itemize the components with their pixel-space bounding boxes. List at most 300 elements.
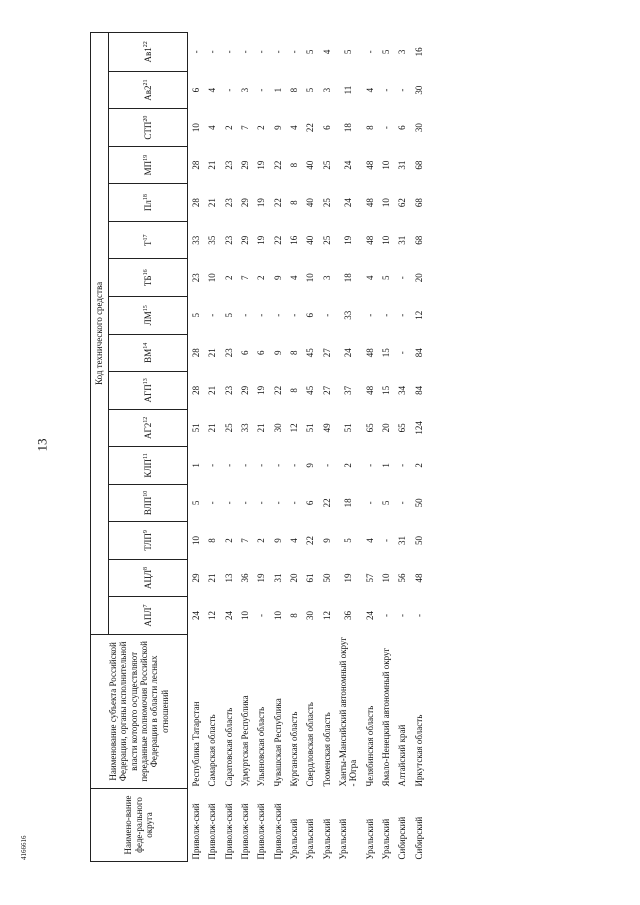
value-cell: 18	[343, 498, 354, 508]
value-cell: 18	[343, 123, 354, 133]
value-cell: -	[272, 501, 283, 505]
value-cell: 23	[223, 348, 234, 358]
subject-cell: Курганская область	[289, 711, 300, 787]
district-cell: Сибирский	[413, 816, 424, 860]
value-cell: 10	[381, 573, 392, 583]
value-cell: 5	[343, 49, 354, 55]
value-cell: -	[240, 501, 251, 505]
district-cell: Приволж-ский	[191, 803, 201, 860]
value-cell: 48	[364, 160, 375, 170]
value-cell: 2	[223, 125, 234, 130]
table-row	[188, 33, 205, 862]
code-name: СТП	[142, 121, 153, 140]
value-cell: 19	[256, 198, 267, 208]
value-cell: 21	[207, 160, 218, 170]
code-footnote: 19	[142, 154, 149, 161]
value-cell: 19	[256, 235, 267, 245]
value-cell: 22	[272, 385, 283, 395]
district-cell: Приволж-ский	[240, 803, 251, 860]
value-cell: -	[207, 50, 218, 54]
value-cell: 27	[321, 348, 332, 358]
value-cell: 4	[289, 538, 300, 543]
value-cell: 30	[413, 123, 424, 133]
table-row	[302, 33, 318, 862]
page-number: 13	[34, 438, 50, 452]
value-cell: 5	[223, 313, 234, 318]
value-cell: -	[191, 50, 201, 54]
value-cell: 15	[381, 348, 392, 358]
value-cell: 1	[381, 463, 392, 468]
code-name: ТБ	[142, 275, 153, 287]
value-cell: 45	[305, 385, 316, 395]
value-cell: -	[256, 501, 267, 505]
value-cell: 22	[272, 235, 283, 245]
header-subject: Наименование субъекта Российской Федерации, органы исполнительной власти которого осуществляют переданные полномочия Российской Федерации в области лесных отношений	[91, 634, 188, 788]
value-cell: 25	[321, 235, 332, 245]
value-cell: 28	[191, 385, 201, 395]
table-row	[204, 33, 220, 862]
value-cell: -	[223, 50, 234, 54]
value-cell: 68	[413, 235, 424, 245]
value-cell: 5	[381, 49, 392, 55]
value-cell: 36	[343, 611, 354, 621]
subject-cell: Челябинская область	[364, 705, 375, 787]
value-cell: 40	[305, 235, 316, 245]
value-cell: 12	[289, 423, 300, 433]
code-header	[109, 33, 188, 72]
value-cell: 48	[413, 573, 424, 583]
value-cell: 29	[240, 385, 251, 395]
value-cell: 24	[343, 348, 354, 358]
value-cell: -	[397, 313, 408, 317]
value-cell: -	[381, 88, 392, 92]
value-cell: -	[272, 313, 283, 317]
value-cell: -	[256, 88, 267, 92]
code-header	[109, 146, 188, 184]
value-cell: 10	[240, 611, 251, 621]
code-footnote: 10	[142, 490, 149, 497]
value-cell: -	[364, 313, 375, 317]
value-cell: -	[397, 276, 408, 280]
value-cell: 7	[240, 538, 251, 543]
value-cell: 48	[364, 198, 375, 208]
table-row	[378, 33, 394, 862]
value-cell: 48	[364, 235, 375, 245]
value-cell: 31	[272, 573, 283, 583]
value-cell: 50	[321, 573, 332, 583]
code-footnote: 13	[142, 378, 149, 385]
value-cell: 25	[223, 423, 234, 433]
value-cell: 4	[207, 125, 218, 130]
value-cell: 11	[343, 85, 354, 95]
code-header	[109, 71, 188, 109]
code-footnote: 21	[142, 79, 149, 86]
value-cell: 6	[240, 350, 251, 356]
value-cell: 19	[343, 573, 354, 583]
district-cell: Уральский	[321, 818, 332, 860]
value-cell: 28	[191, 348, 201, 358]
code-name: ЛМ	[142, 311, 153, 326]
subject-cell: Саратовская область	[223, 707, 234, 787]
value-cell: -	[381, 614, 392, 618]
table-row	[362, 33, 378, 862]
value-cell: 8	[289, 350, 300, 356]
value-cell: 35	[207, 235, 218, 245]
value-cell: 6	[305, 500, 316, 506]
value-cell: 3	[240, 87, 251, 93]
value-cell: 5	[305, 87, 316, 93]
value-cell: 29	[240, 198, 251, 208]
value-cell: 10	[272, 611, 283, 621]
table-row	[270, 33, 286, 862]
value-cell: 40	[305, 198, 316, 208]
value-cell: 29	[240, 160, 251, 170]
code-header	[109, 109, 188, 147]
value-cell: -	[413, 614, 424, 618]
value-cell: 31	[397, 160, 408, 170]
code-name: Т	[142, 240, 153, 246]
value-cell: 8	[289, 613, 300, 618]
value-cell: 10	[381, 198, 392, 208]
value-cell: 22	[321, 498, 332, 508]
value-cell: 20	[413, 273, 424, 283]
value-cell: 7	[240, 275, 251, 280]
value-cell: -	[223, 463, 234, 467]
value-cell: 21	[207, 385, 218, 395]
value-cell: -	[397, 463, 408, 467]
value-cell: -	[364, 463, 375, 467]
code-header	[109, 259, 188, 297]
code-header	[109, 221, 188, 259]
value-cell: -	[289, 50, 300, 54]
value-cell: -	[289, 313, 300, 317]
subject-cell: Самарская область	[207, 714, 218, 787]
code-name: АГП	[142, 384, 153, 403]
code-header	[109, 522, 188, 560]
value-cell: 22	[272, 160, 283, 170]
value-cell: 16	[289, 235, 300, 245]
subject-cell: Ямало-Ненецкий автономный округ	[381, 647, 392, 787]
value-cell: 31	[397, 535, 408, 545]
value-cell: 23	[191, 273, 201, 283]
value-cell: 31	[397, 235, 408, 245]
header-code-group: Код технического средства	[91, 33, 109, 635]
subject-cell: Алтайский край	[397, 724, 408, 787]
value-cell: 30	[413, 85, 424, 95]
value-cell: 6	[305, 313, 316, 318]
value-cell: -	[321, 463, 332, 467]
value-cell: 3	[397, 49, 408, 55]
value-cell: -	[381, 126, 392, 130]
code-footnote: 7	[142, 604, 149, 608]
value-cell: -	[272, 463, 283, 467]
value-cell: 6	[321, 125, 332, 130]
value-cell: 2	[256, 275, 267, 280]
value-cell: 23	[223, 385, 234, 395]
value-cell: 29	[240, 235, 251, 245]
code-header	[109, 447, 188, 485]
value-cell: 21	[207, 573, 218, 583]
value-cell: 21	[207, 198, 218, 208]
value-cell: -	[381, 313, 392, 317]
value-cell: 51	[343, 423, 354, 433]
value-cell: 50	[413, 498, 424, 508]
value-cell: 7	[240, 125, 251, 130]
value-cell: 3	[321, 87, 332, 93]
value-cell: 8	[289, 87, 300, 93]
value-cell: 4	[207, 87, 218, 93]
value-cell: 19	[256, 385, 267, 395]
value-cell: 23	[223, 198, 234, 208]
value-cell: -	[256, 614, 267, 618]
value-cell: 30	[305, 611, 316, 621]
value-cell: 9	[321, 538, 332, 543]
value-cell: 57	[364, 573, 375, 583]
code-name: Ав2	[142, 85, 153, 101]
value-cell: 4	[364, 275, 375, 280]
value-cell: 12	[413, 310, 424, 320]
value-cell: 68	[413, 160, 424, 170]
value-cell: 9	[272, 538, 283, 543]
value-cell: 21	[207, 423, 218, 433]
value-cell: 33	[191, 235, 201, 245]
value-cell: 45	[305, 348, 316, 358]
value-cell: 33	[240, 423, 251, 433]
code-footnote: 20	[142, 115, 149, 122]
value-cell: 49	[321, 423, 332, 433]
value-cell: 30	[272, 423, 283, 433]
value-cell: 5	[191, 313, 201, 318]
value-cell: -	[240, 313, 251, 317]
value-cell: 4	[321, 49, 332, 55]
value-cell: 28	[191, 198, 201, 208]
table-row	[394, 33, 410, 862]
district-cell: Уральский	[381, 818, 392, 860]
code-name: ВМ	[142, 348, 153, 363]
value-cell: 24	[343, 160, 354, 170]
value-cell: 34	[397, 385, 408, 395]
value-cell: 24	[223, 611, 234, 621]
value-cell: 8	[207, 538, 218, 543]
table-row	[319, 33, 335, 862]
value-cell: -	[223, 501, 234, 505]
district-cell: Уральский	[364, 818, 375, 860]
code-header	[109, 334, 188, 372]
value-cell: 56	[397, 573, 408, 583]
code-header	[109, 297, 188, 335]
technical-means-table	[90, 32, 427, 862]
value-cell: 1	[191, 463, 201, 468]
value-cell: -	[364, 50, 375, 54]
value-cell: -	[272, 50, 283, 54]
value-cell: 84	[413, 385, 424, 395]
value-cell: 48	[364, 348, 375, 358]
value-cell: 50	[413, 535, 424, 545]
value-cell: -	[240, 50, 251, 54]
value-cell: 4	[289, 275, 300, 280]
value-cell: 29	[191, 573, 201, 583]
value-cell: 15	[381, 385, 392, 395]
value-cell: 10	[191, 123, 201, 133]
value-cell: 10	[381, 235, 392, 245]
value-cell: 2	[256, 538, 267, 543]
value-cell: 23	[223, 160, 234, 170]
value-cell: 37	[343, 385, 354, 395]
value-cell: 10	[381, 160, 392, 170]
district-cell: Приволж-ский	[272, 803, 283, 860]
value-cell: 24	[191, 611, 201, 621]
value-cell: 23	[223, 235, 234, 245]
value-cell: -	[397, 501, 408, 505]
value-cell: 5	[305, 49, 316, 55]
value-cell: 4	[364, 87, 375, 93]
value-cell: 8	[364, 125, 375, 130]
value-cell: 61	[305, 573, 316, 583]
value-cell: 13	[223, 573, 234, 583]
value-cell: 9	[272, 275, 283, 280]
value-cell: 10	[305, 273, 316, 283]
code-name: Пл	[142, 200, 153, 212]
value-cell: 22	[305, 123, 316, 133]
value-cell: -	[321, 313, 332, 317]
subject-cell: Чувашская Республика	[272, 698, 283, 787]
code-footnote: 22	[142, 41, 149, 48]
code-footnote: 8	[142, 566, 149, 570]
code-name: МП	[142, 160, 153, 176]
value-cell: 19	[343, 235, 354, 245]
code-footnote: 18	[142, 194, 149, 201]
table-row	[237, 33, 253, 862]
value-cell: -	[256, 50, 267, 54]
value-cell: 65	[364, 423, 375, 433]
code-header	[109, 559, 188, 597]
value-cell: 8	[289, 388, 300, 393]
value-cell: 2	[413, 463, 424, 468]
document-id: 4166616	[20, 835, 28, 860]
value-cell: -	[397, 351, 408, 355]
district-cell: Уральский	[289, 818, 300, 860]
value-cell: 84	[413, 348, 424, 358]
code-name: Ав1	[142, 47, 153, 63]
value-cell: 16	[413, 47, 424, 57]
district-cell: Приволж-ский	[223, 803, 234, 860]
value-cell: 1	[272, 87, 283, 93]
value-cell: 5	[381, 275, 392, 280]
value-cell: 2	[256, 125, 267, 130]
code-header	[109, 184, 188, 222]
table-row	[286, 33, 302, 862]
value-cell: 36	[240, 573, 251, 583]
value-cell: 9	[272, 350, 283, 356]
value-cell: 4	[364, 538, 375, 543]
code-header	[109, 484, 188, 522]
subject-cell: Ульяновская область	[256, 706, 267, 787]
value-cell: -	[223, 88, 234, 92]
value-cell: 3	[321, 275, 332, 280]
value-cell: 8	[289, 162, 300, 168]
value-cell: 22	[305, 535, 316, 545]
value-cell: -	[397, 614, 408, 618]
table-row	[411, 33, 427, 862]
value-cell: 25	[321, 198, 332, 208]
value-cell: 68	[413, 198, 424, 208]
value-cell: -	[289, 501, 300, 505]
code-header	[109, 597, 188, 635]
value-cell: 25	[321, 160, 332, 170]
value-cell: -	[381, 538, 392, 542]
code-footnote: 17	[142, 234, 149, 241]
value-cell: 5	[343, 538, 354, 543]
subject-cell: Тюменская область	[321, 712, 332, 787]
value-cell: 18	[343, 273, 354, 283]
code-header	[109, 372, 188, 410]
rotated-table-container	[90, 32, 550, 862]
code-name: АЦЛ	[142, 569, 153, 590]
value-cell: 2	[223, 275, 234, 280]
code-name: АПЛ	[142, 607, 153, 627]
district-cell: Приволж-ский	[207, 803, 218, 860]
value-cell: 20	[381, 423, 392, 433]
value-cell: 2	[223, 538, 234, 543]
value-cell: 22	[272, 198, 283, 208]
value-cell: -	[397, 88, 408, 92]
value-cell: 5	[191, 500, 201, 506]
value-cell: 19	[256, 160, 267, 170]
subject-cell: Иркутская область	[413, 714, 424, 787]
subject-cell: Свердловская область	[305, 702, 316, 787]
subject-cell: Ханты-Мансийский автономный округ - Югра	[338, 636, 359, 787]
district-cell: Уральский	[305, 818, 316, 860]
value-cell: 9	[305, 463, 316, 468]
value-cell: -	[364, 501, 375, 505]
value-cell: 33	[343, 310, 354, 320]
value-cell: -	[289, 463, 300, 467]
value-cell: 6	[256, 350, 267, 356]
value-cell: 21	[207, 348, 218, 358]
code-name: ВЛП	[142, 496, 153, 516]
table-row	[253, 33, 269, 862]
value-cell: 27	[321, 385, 332, 395]
value-cell: -	[207, 313, 218, 317]
subject-cell: Республика Татарстан	[191, 701, 201, 787]
value-cell: -	[256, 463, 267, 467]
header-district: Наимено-вание феде-рального округа	[91, 788, 188, 861]
value-cell: -	[207, 463, 218, 467]
district-cell: Уральский	[338, 818, 349, 860]
value-cell: 9	[272, 125, 283, 130]
value-cell: 51	[305, 423, 316, 433]
table-row	[335, 33, 362, 862]
subject-cell: Удмуртская Республика	[240, 695, 251, 787]
value-cell: 62	[397, 198, 408, 208]
value-cell: 12	[321, 611, 332, 621]
district-cell: Приволж-ский	[256, 803, 267, 860]
value-cell: -	[240, 463, 251, 467]
value-cell: 40	[305, 160, 316, 170]
code-name: КЛП	[142, 458, 153, 478]
code-header	[109, 409, 188, 447]
value-cell: 24	[364, 611, 375, 621]
value-cell: 124	[413, 421, 424, 435]
value-cell: 4	[289, 125, 300, 130]
value-cell: 2	[343, 463, 354, 468]
value-cell: 6	[397, 125, 408, 130]
code-footnote: 11	[142, 453, 149, 459]
value-cell: 51	[191, 423, 201, 433]
value-cell: -	[207, 501, 218, 505]
value-cell: -	[256, 313, 267, 317]
code-name: ТЛП	[142, 533, 153, 551]
